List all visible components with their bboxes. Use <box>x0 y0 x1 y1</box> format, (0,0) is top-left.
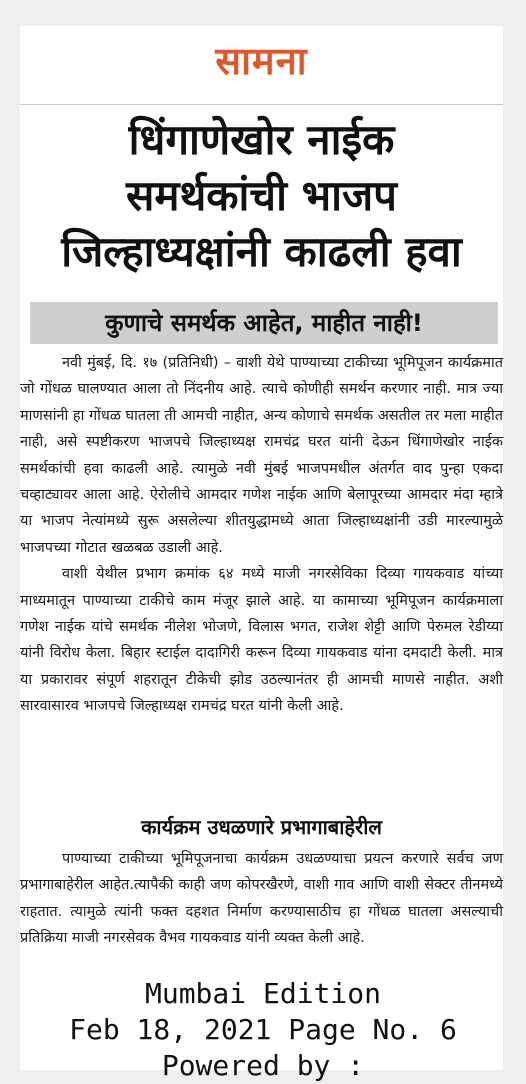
article-body-part-2 <box>20 846 503 952</box>
section-heading: कार्यक्रम उधळणारे प्रभागाबाहेरील <box>141 815 382 839</box>
article-paragraph-2: वाशी येथील प्रभाग क्रमांक ६४ मध्ये माजी नगरसेविका दिव्या गायकवाड यांच्या माध्यमातून पाण्याच्या टाकीचे काम मंजूर झाले आहे. या कामाच्या भूमिपूजन कार्यक्रमाला गणेश नाईक यांचे समर्थक नीलेश भोजणे, विलास भगत, राजेश शेट्टी आणि पेरुमल रेडीय्या यांनी विरोध केला. बिहार स्टाईल दादागिरी करून दिव्या गायकवाड यांना दमदाटी केली. मात्र या प्रकारावर संपूर्ण शहरातून टीकेची झोड उठल्यानंतर ही आमची माणसे नाहीत. अशी सारवासारव भाजपचे जिल्हाध्यक्ष रामचंद्र घरत यांनी केली आहे. <box>20 566 503 715</box>
article-paragraph-1: नवी मुंबई, दि. १७ (प्रतिनिधी) – वाशी येथे पाण्याच्या टाकीच्या भूमिपूजन कार्यक्रमात जो गोंधळ घालण्यात आला तो निंदनीय आहे. त्याचे कोणीही समर्थन करणार नाही. मात्र ज्या माणसांनी हा गोंधळ घातला ती आमची नाहीत, अन्य कोणाचे समर्थक असतील तर मला माहीत नाही, असे स्पष्टीकरण भाजपचे जिल्हाध्यक्ष रामचंद्र घरत यांनी देऊन धिंगाणेखोर नाईक समर्थकांची हवा काढली आहे. त्यामुळे नवी मुंबई भाजपमधील अंतर्गत वाद पुन्हा एकदा चव्हाट्यावर आला आहे. ऐरोलीचे आमदार गणेश नाईक आणि बेलापूरच्या आमदार मंदा म्हात्रे या भाजप नेत्यांमध्ये सुरू असलेल्या शीतयुद्धामध्ये आता जिल्हाध्यक्षांनी उडी मारल्यामुळे भाजपच्या गोटात खळबळ उडाली आहे. <box>20 355 503 556</box>
article-body-part-1 <box>20 350 503 720</box>
newspaper-logo: सामना <box>215 39 308 83</box>
article-paragraph-3: पाण्याच्या टाकीच्या भूमिपूजनाचा कार्यक्रम उधळण्याचा प्रयत्न करणारे सर्वच जण प्रभागाबाहेरील आहेत.त्यापैकी काही जण कोपरखैरणे, वाशी गाव आणि वाशी सेक्टर तीनमध्ये राहतात. त्यामुळे त्यांनी फक्त दहशत निर्माण करण्यासाठीच हा गोंधळ घातला असल्याची प्रतिक्रिया माजी नगरसेवक वैभव गायकवाड यांनी व्यक्त केली आहे. <box>20 851 503 947</box>
edition-name: Mumbai Edition <box>144 977 381 1010</box>
headline-line-3: जिल्हाध्यक्षांनी काढली हवा <box>61 227 462 276</box>
edition-footer <box>0 976 526 1084</box>
headline-line-1: धिंगाणेखोर नाईक <box>128 115 395 164</box>
powered-by: Powered by : <box>161 1049 365 1082</box>
headline <box>20 112 503 280</box>
headline-line-2: समर्थकांची भाजप <box>125 171 398 220</box>
edition-date-page: Feb 18, 2021 Page No. 6 <box>69 1013 457 1046</box>
subheadline: कुणाचे समर्थक आहेत, माहीत नाही! <box>30 302 498 344</box>
masthead <box>20 26 503 104</box>
masthead-divider <box>20 104 503 105</box>
